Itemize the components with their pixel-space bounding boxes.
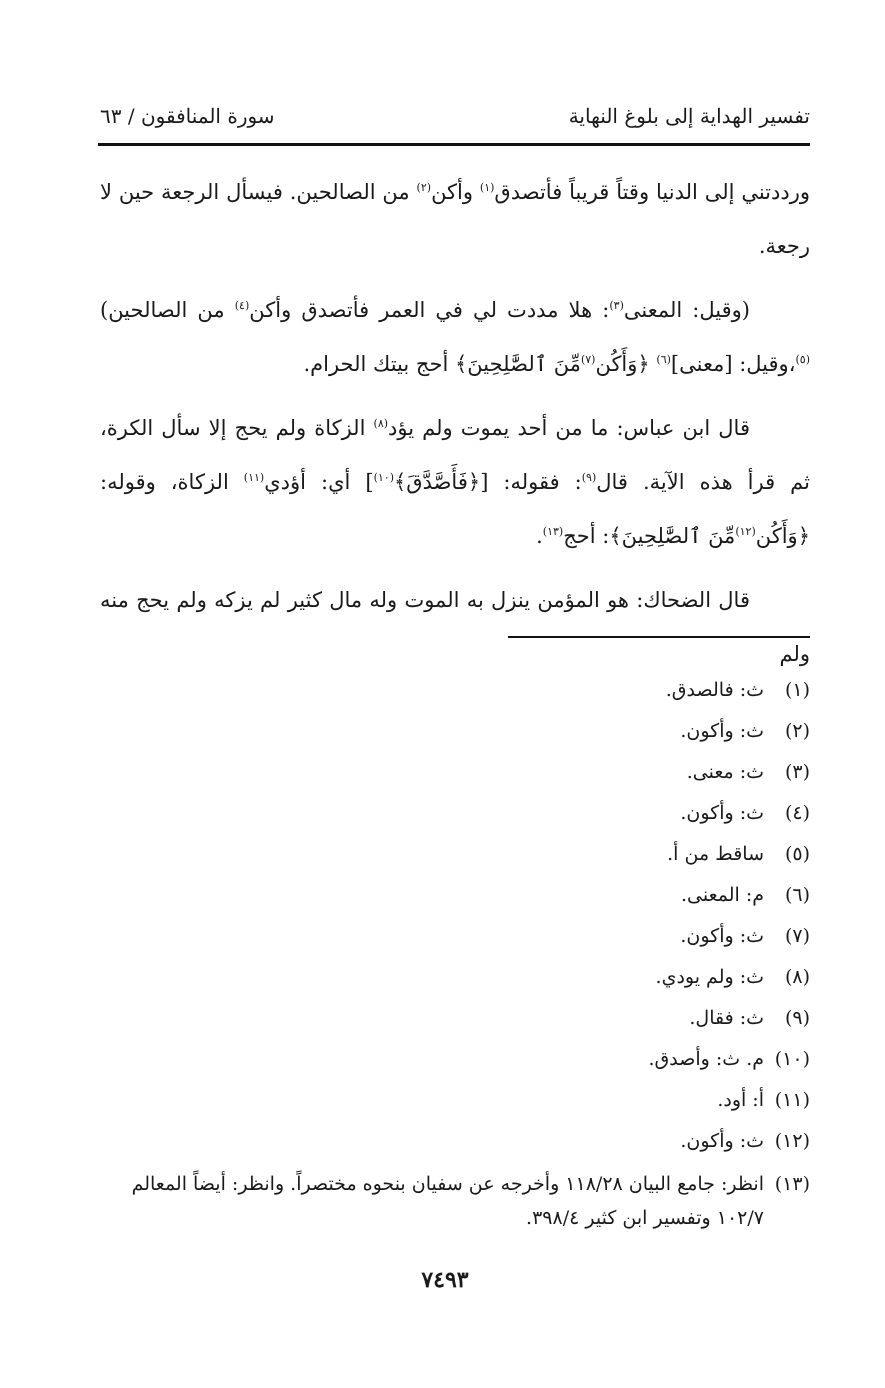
footnote-item: [100, 716, 810, 757]
footnote-item: [100, 1126, 810, 1167]
footnote-marker: (٣): [609, 299, 624, 312]
footnote-item: [100, 962, 810, 1003]
footnote-marker: (٨): [373, 417, 389, 430]
footnote-marker: (٧): [580, 353, 596, 366]
footnote-number: (١٢): [774, 1130, 810, 1152]
text-run: .: [536, 524, 543, 548]
text-run: وأكن: [431, 180, 480, 204]
text-run: : فقوله: [: [480, 470, 582, 494]
footnote-item: [100, 921, 810, 962]
footnote-number: (٩): [784, 1007, 810, 1029]
footnote-text: ث: وأكون.: [680, 925, 764, 947]
quran-quote: مِّنَ ٱلصَّٰلِحِينَ﴾: [609, 524, 736, 548]
footnote-text: ساقط من أ.: [667, 843, 764, 865]
footnote-number: (٤): [784, 802, 810, 824]
footnote-item: [100, 757, 810, 798]
quran-quote: ﴿وَأَكُن: [755, 524, 810, 548]
footnote-item: [100, 1085, 810, 1126]
footnote-item: [100, 798, 810, 839]
page-number: ٧٤٩٣: [421, 1267, 469, 1293]
footnote-number: (٨): [784, 966, 810, 988]
footnote-text: ث: وأكون.: [680, 1130, 764, 1152]
quran-quote: ﴿وَأَكُن: [595, 352, 650, 376]
footnote-text: انظر: جامع البيان ١١٨/٢٨ وأخرجه عن سفيان بنحوه مختصراً. وانظر: أيضاً المعالم ١٠٢/٧ وتفسير ابن كثير ٣٩٨/٤.: [131, 1173, 764, 1229]
footnote-marker: (٩): [581, 471, 597, 484]
running-header: [100, 100, 810, 136]
footnote-divider: [508, 636, 810, 638]
text-run: الزكاة، وقوله:: [100, 470, 244, 494]
footnote-item: [100, 839, 810, 880]
text-run: : هلا مددت لي في العمر فأتصدق وأكن: [249, 298, 610, 322]
footnote-number: (٥): [784, 843, 810, 865]
footnote-marker: (٦): [656, 353, 671, 366]
footnote-number: (١٣): [774, 1173, 810, 1195]
text-run: أحج بيتك الحرام.: [303, 352, 455, 376]
paragraph: [100, 573, 810, 681]
header-divider: [98, 143, 810, 146]
paragraph: [100, 283, 810, 391]
text-run: الزكاة ولم يحج إلا سأل الكرة، ثم قرأ هذه الآية. قال: [100, 416, 810, 494]
footnote-item: [100, 1003, 810, 1044]
footnote-item: [100, 1167, 810, 1235]
footnote-item: [100, 880, 810, 921]
text-run: قال ابن عباس: ما من أحد يموت ولم يؤد: [388, 416, 750, 440]
footnote-text: ث: معنى.: [686, 761, 764, 783]
text-run: من الصالحين. فيسأل الرجعة حين لا رجعة.: [100, 180, 810, 258]
footnote-marker: (١٣): [542, 525, 564, 538]
footnote-number: (٣): [784, 761, 810, 783]
footnote-text: ث: فقال.: [689, 1007, 764, 1029]
footnote-text: م. ث: وأصدق.: [648, 1048, 764, 1070]
footnote-item: [100, 1044, 810, 1085]
footnote-item: [100, 675, 810, 716]
paragraph: [100, 165, 810, 273]
text-run: قال الضحاك: هو المؤمن ينزل به الموت وله مال كثير لم يزكه ولم يحج منه ولم: [100, 588, 810, 666]
paragraph: [100, 401, 810, 563]
footnote-text: ث: وأكون.: [680, 720, 764, 742]
footnote-marker: (٥): [795, 353, 810, 366]
footnote-marker: (١): [479, 181, 495, 194]
text-run: ،وقيل: [معنى]: [670, 352, 796, 376]
text-run: : أحج: [563, 524, 610, 548]
footnote-marker: (١٢): [735, 525, 756, 538]
surah-page-label: سورة المنافقون / ٦٣: [100, 104, 275, 128]
text-run: (وقيل: المعنى: [623, 298, 750, 322]
text-run: ورددتني إلى الدنيا وقتاً قريباً فأتصدق: [494, 180, 810, 204]
footnote-number: (١٠): [774, 1048, 810, 1070]
text-run: من الصالحين): [100, 298, 235, 322]
main-text: [100, 165, 810, 691]
quran-quote: ﴿فَأَصَّدَّقَ﴾: [393, 470, 481, 494]
footnote-marker: (١١): [243, 471, 265, 484]
footnote-number: (٢): [784, 720, 810, 742]
footnote-number: (٦): [784, 884, 810, 906]
footnote-marker: (٤): [234, 299, 250, 312]
footnote-number: (١١): [774, 1089, 810, 1111]
book-title: تفسير الهداية إلى بلوغ النهاية: [568, 104, 810, 128]
quran-quote: مِّنَ ٱلصَّٰلِحِينَ﴾: [454, 352, 581, 376]
footnote-number: (١): [784, 679, 810, 701]
footnote-number: (٧): [784, 925, 810, 947]
footnote-text: أ: أود.: [717, 1089, 764, 1111]
footnote-text: ث: ولم يودي.: [655, 966, 764, 988]
footnote-text: ث: وأكون.: [680, 802, 764, 824]
footnote-marker: (٢): [416, 181, 432, 194]
footnote-text: م: المعنى.: [680, 884, 764, 906]
footnote-text: ث: فالصدق.: [665, 679, 764, 701]
footnote-marker: (١٠): [373, 471, 394, 484]
footnotes-list: [100, 675, 810, 1235]
text-run: ] أي: أؤدي: [264, 470, 374, 494]
